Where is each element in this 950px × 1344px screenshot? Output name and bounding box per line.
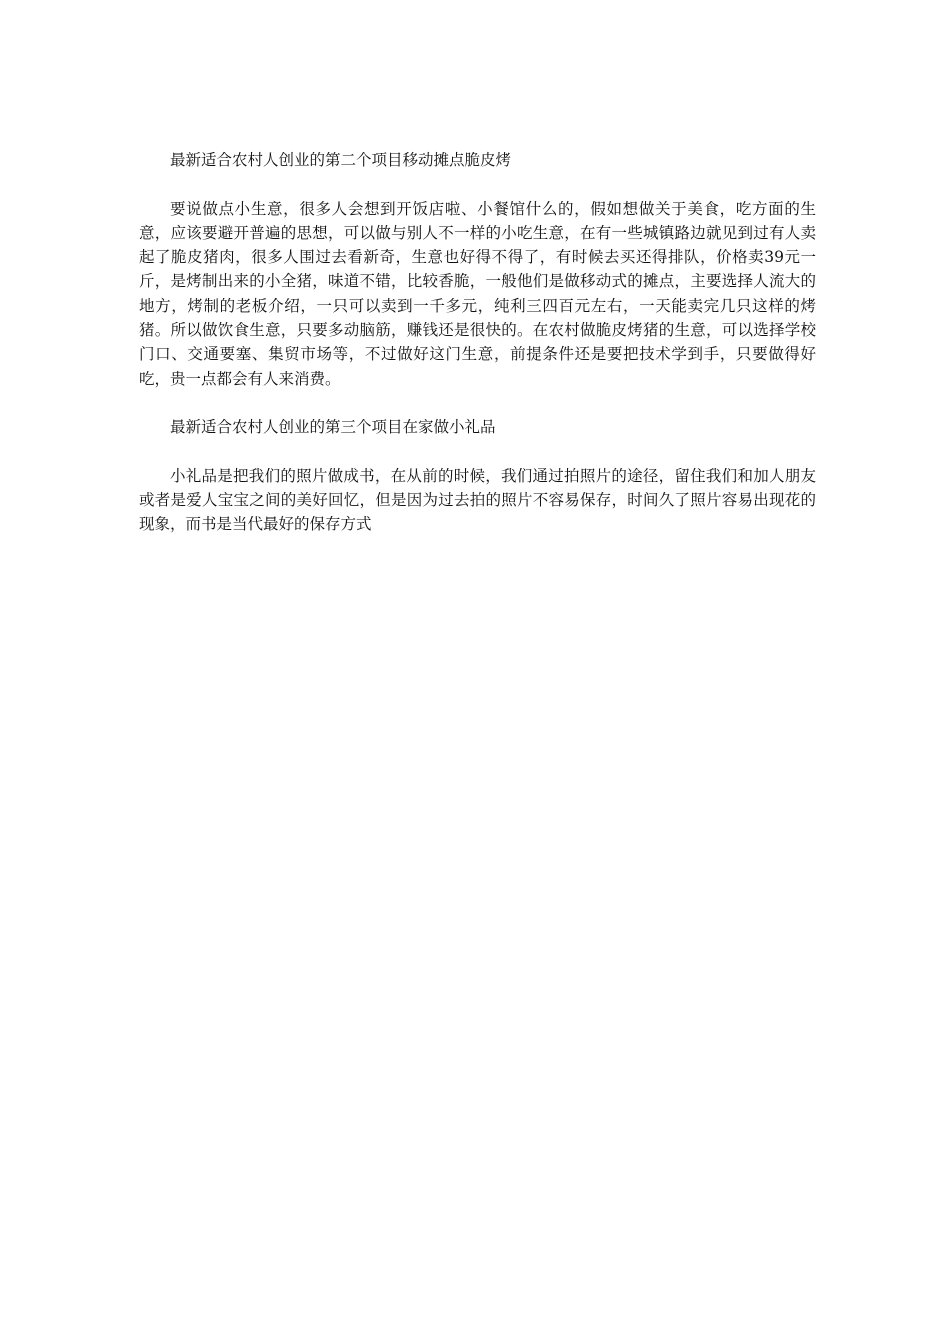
- section-heading-project-2: 最新适合农村人创业的第二个项目移动摊点脆皮烤: [170, 151, 512, 169]
- document-body: [139, 148, 816, 561]
- paragraph-project-3: 小礼品是把我们的照片做成书，在从前的时候，我们通过拍照片的途径，留住我们和加人朋友或者是爱人宝宝之间的美好回忆，但是因为过去拍的照片不容易保存，时间久了照片容易出现花的现象，而书是当代最好的保存方式: [139, 466, 816, 534]
- section-heading-project-3: 最新适合农村人创业的第三个项目在家做小礼品: [170, 418, 496, 437]
- paragraph-project-2: 要说做点小生意，很多人会想到开饭店啦、小餐馆什么的，假如想做关于美食，吃方面的生意，应该要避开普遍的思想，可以做与别人不一样的小吃生意，在有一些城镇路边就见到过有人卖起了脆皮猪肉，很多人围过去看新奇，生意也好得不得了，有时候去买还得排队，价格卖39元一斤，是烤制出来的小全猪，味道不错，比较香脆，一般他们是做移动式的摊点，主要选择人流大的地方，烤制的老板介绍，一只可以卖到一千多元，纯利三四百元左右，一天能卖完几只这样的烤猪。所以做饮食生意，只要多动脑筋，赚钱还是很快的。在农村做脆皮烤猪的生意，可以选择学校门口、交通要塞、集贸市场等，不过做好这门生意，前提条件还是要把技术学到手，只要做得好吃，贵一点都会有人来消费。: [139, 199, 816, 388]
